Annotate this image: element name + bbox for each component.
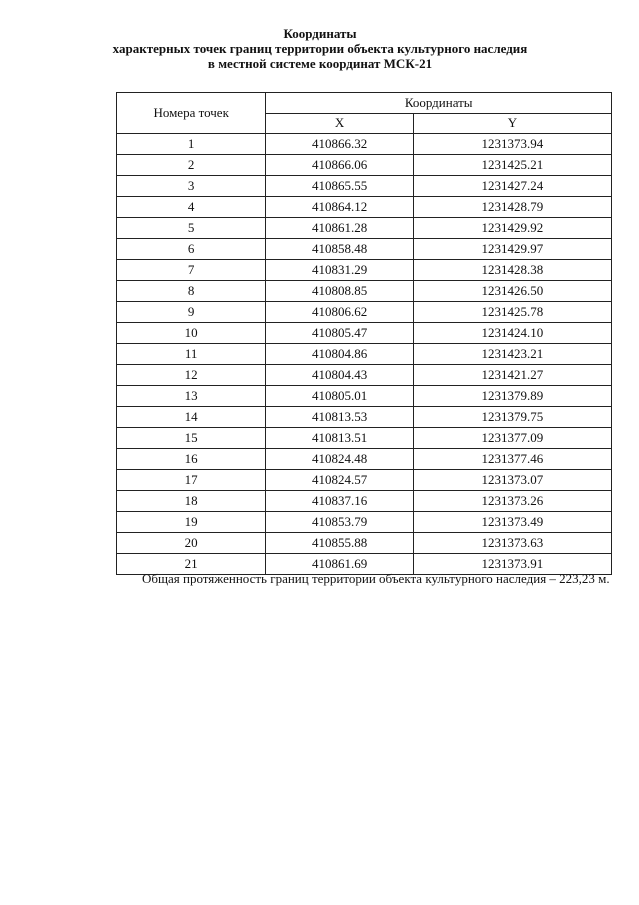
point-number-cell: 14 [117,407,266,428]
table-row [117,470,612,491]
point-number-cell: 1 [117,134,266,155]
point-number-cell: 16 [117,449,266,470]
table-row [117,218,612,239]
header-subtitle: характерных точек границ территории объекта культурного наследия [112,41,528,56]
table-row [117,344,612,365]
x-coordinate-cell: 410805.47 [266,323,413,344]
x-coordinate-cell: 410855.88 [266,533,413,554]
point-number-cell: 9 [117,302,266,323]
point-number-cell: 13 [117,386,266,407]
x-coordinate-cell: 410831.29 [266,260,413,281]
table-row [117,155,612,176]
column-header-x: X [266,113,413,134]
y-coordinate-cell: 1231373.94 [413,134,611,155]
y-coordinate-cell: 1231427.24 [413,176,611,197]
column-header-coordinates: Координаты [266,93,612,114]
point-number-cell: 6 [117,239,266,260]
x-coordinate-cell: 410853.79 [266,512,413,533]
y-coordinate-cell: 1231377.46 [413,449,611,470]
y-coordinate-cell: 1231373.91 [413,554,611,575]
y-coordinate-cell: 1231423.21 [413,344,611,365]
x-coordinate-cell: 410837.16 [266,491,413,512]
y-coordinate-cell: 1231373.49 [413,512,611,533]
point-number-cell: 7 [117,260,266,281]
point-number-cell: 18 [117,491,266,512]
y-coordinate-cell: 1231379.89 [413,386,611,407]
table-row [117,323,612,344]
point-number-cell: 2 [117,155,266,176]
x-coordinate-cell: 410813.51 [266,428,413,449]
table-row [117,386,612,407]
point-number-cell: 15 [117,428,266,449]
y-coordinate-cell: 1231421.27 [413,365,611,386]
y-coordinate-cell: 1231429.92 [413,218,611,239]
y-coordinate-cell: 1231373.07 [413,470,611,491]
boundary-length-summary: Общая протяженность границ территории объекта культурного наследия – 223,23 м. [142,571,610,586]
y-coordinate-cell: 1231426.50 [413,281,611,302]
point-number-cell: 21 [117,554,266,575]
table-row [117,407,612,428]
y-coordinate-cell: 1231424.10 [413,323,611,344]
point-number-cell: 5 [117,218,266,239]
point-number-cell: 20 [117,533,266,554]
x-coordinate-cell: 410824.48 [266,449,413,470]
x-coordinate-cell: 410806.62 [266,302,413,323]
point-number-cell: 3 [117,176,266,197]
point-number-cell: 17 [117,470,266,491]
x-coordinate-cell: 410861.28 [266,218,413,239]
x-coordinate-cell: 410866.06 [266,155,413,176]
x-coordinate-cell: 410865.55 [266,176,413,197]
point-number-cell: 10 [117,323,266,344]
point-number-cell: 11 [117,344,266,365]
y-coordinate-cell: 1231425.78 [413,302,611,323]
x-coordinate-cell: 410824.57 [266,470,413,491]
point-number-cell: 19 [117,512,266,533]
table-row [117,533,612,554]
y-coordinate-cell: 1231429.97 [413,239,611,260]
y-coordinate-cell: 1231373.63 [413,533,611,554]
x-coordinate-cell: 410813.53 [266,407,413,428]
x-coordinate-cell: 410861.69 [266,554,413,575]
x-coordinate-cell: 410866.32 [266,134,413,155]
table-row [117,512,612,533]
point-number-cell: 4 [117,197,266,218]
table-row [117,239,612,260]
coordinates-table [116,92,612,575]
y-coordinate-cell: 1231428.79 [413,197,611,218]
table-row [117,260,612,281]
x-coordinate-cell: 410804.43 [266,365,413,386]
y-coordinate-cell: 1231428.38 [413,260,611,281]
point-number-cell: 12 [117,365,266,386]
table-row [117,281,612,302]
table-body [117,134,612,575]
table-row [117,176,612,197]
table-row [117,491,612,512]
y-coordinate-cell: 1231377.09 [413,428,611,449]
document-header [0,26,639,71]
table-row [117,134,612,155]
column-header-y: Y [413,113,611,134]
y-coordinate-cell: 1231425.21 [413,155,611,176]
x-coordinate-cell: 410808.85 [266,281,413,302]
x-coordinate-cell: 410804.86 [266,344,413,365]
table-row [117,302,612,323]
column-header-point-numbers: Номера точек [117,93,266,134]
header-title: Координаты [283,26,357,41]
point-number-cell: 8 [117,281,266,302]
x-coordinate-cell: 410864.12 [266,197,413,218]
x-coordinate-cell: 410805.01 [266,386,413,407]
table-row [117,197,612,218]
table-row [117,428,612,449]
y-coordinate-cell: 1231373.26 [413,491,611,512]
y-coordinate-cell: 1231379.75 [413,407,611,428]
header-coordinate-system: в местной системе координат МСК-21 [207,56,433,71]
table-row [117,365,612,386]
x-coordinate-cell: 410858.48 [266,239,413,260]
table-row [117,449,612,470]
